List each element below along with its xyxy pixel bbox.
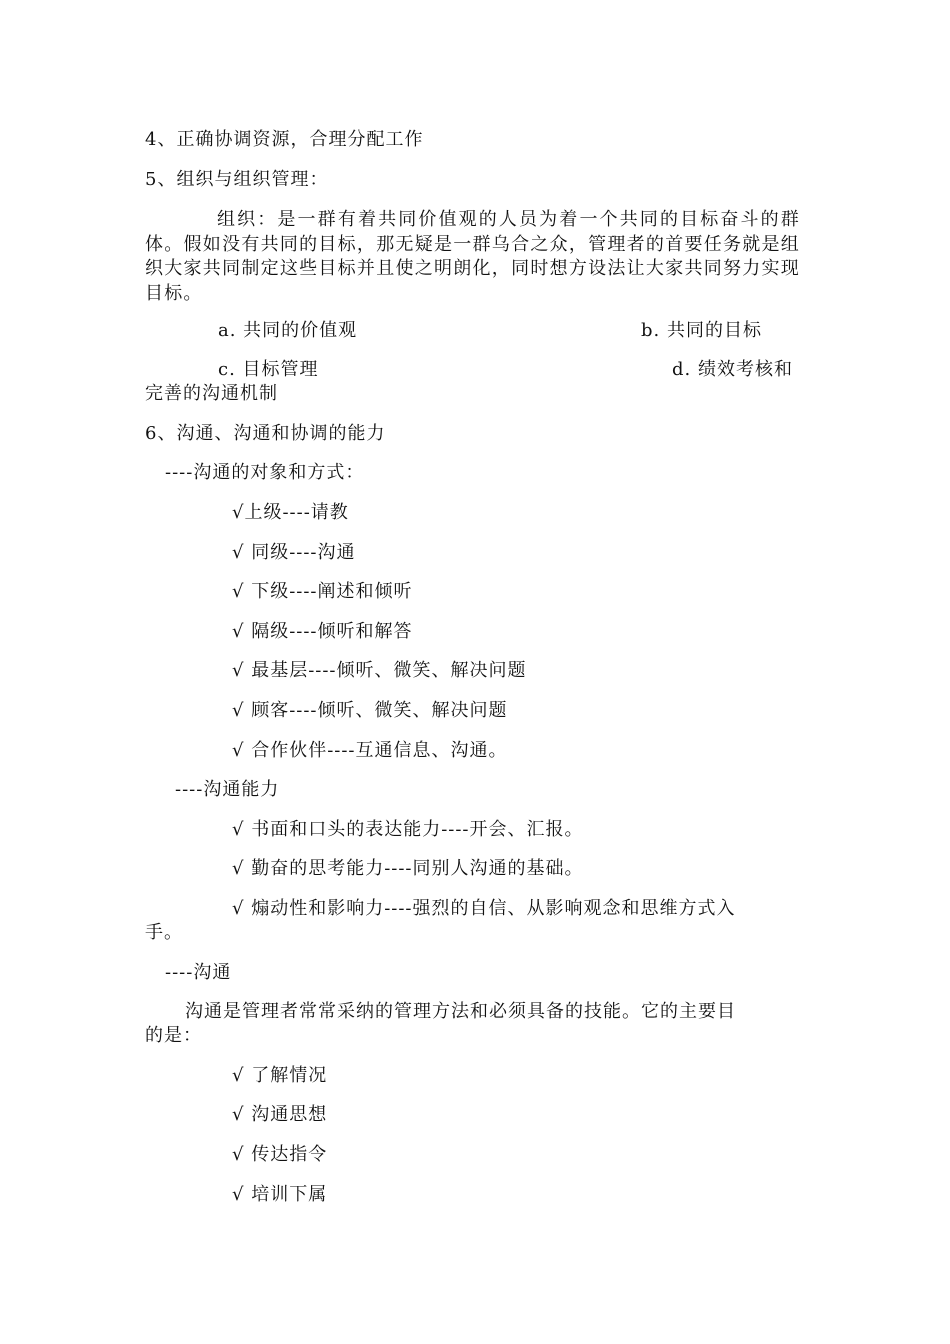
heading-5: 5、组织与组织管理： (145, 169, 329, 190)
comm-ability-item: √ 勤奋的思考能力----同别人沟通的基础。 (232, 858, 584, 879)
comm-target-item: √ 下级----阐述和倾听 (232, 581, 413, 602)
org-item-a: a. 共同的价值观 (218, 320, 358, 341)
comm-purpose-item: √ 传达指令 (232, 1144, 328, 1165)
org-paragraph: 组织：是一群有着共同价值观的人员为着一个共同的目标奋斗的群体。假如没有共同的目标，那无疑是一群乌合之众，管理者的首要任务就是组织大家共同制定这些目标并且使之明朗化，同时想方设法让大家共同努力实现目标。 (145, 209, 800, 304)
comm-purpose-item: √ 培训下属 (232, 1184, 328, 1205)
org-item-d-cont: 完善的沟通机制 (145, 383, 278, 404)
comm-ability-item-cont: 手。 (145, 922, 183, 943)
comm-targets-title: ----沟通的对象和方式： (165, 462, 365, 483)
org-item-c: c. 目标管理 (218, 359, 319, 380)
comm-target-item: √ 最基层----倾听、微笑、解决问题 (232, 660, 527, 681)
comm-target-item: √上级----请教 (232, 502, 349, 523)
comm-ability-item: √ 书面和口头的表达能力----开会、汇报。 (232, 819, 584, 840)
comm-ability-item: √ 煽动性和影响力----强烈的自信、从影响观念和思维方式入 (232, 898, 736, 919)
comm-intro: 沟通是管理者常常采纳的管理方法和必须具备的技能。它的主要目 (185, 1001, 736, 1022)
org-item-d: d. 绩效考核和 (672, 359, 793, 380)
org-item-b: b. 共同的目标 (641, 320, 762, 341)
comm-ability-title: ----沟通能力 (175, 779, 280, 800)
comm-title: ----沟通 (165, 962, 232, 983)
comm-target-item: √ 顾客----倾听、微笑、解决问题 (232, 700, 508, 721)
heading-6: 6、沟通、沟通和协调的能力 (145, 423, 386, 444)
comm-target-item: √ 隔级----倾听和解答 (232, 621, 413, 642)
comm-purpose-item: √ 了解情况 (232, 1065, 328, 1086)
comm-intro-cont: 的是： (145, 1025, 202, 1046)
comm-purpose-item: √ 沟通思想 (232, 1104, 328, 1125)
comm-target-item: √ 合作伙伴----互通信息、沟通。 (232, 740, 508, 761)
heading-4: 4、正确协调资源，合理分配工作 (145, 129, 424, 150)
comm-target-item: √ 同级----沟通 (232, 542, 356, 563)
